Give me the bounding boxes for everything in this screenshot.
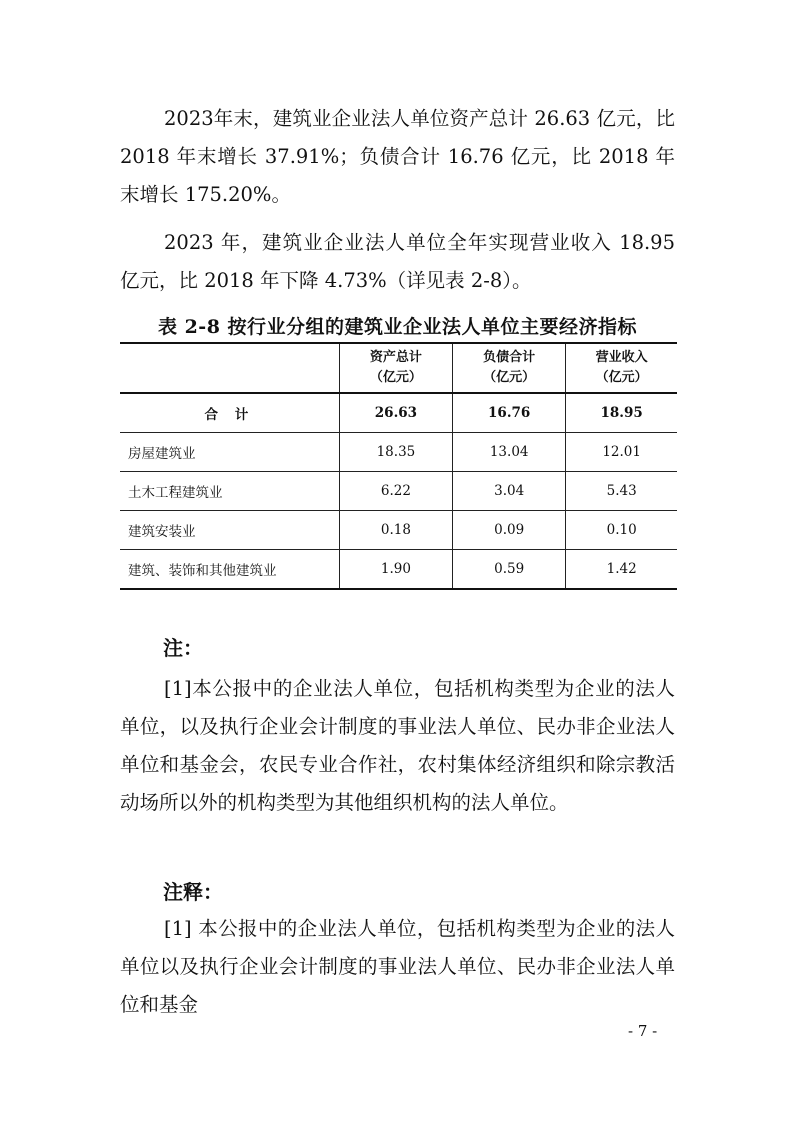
total-label: 合 计 <box>120 393 339 433</box>
total-revenue: 18.95 <box>566 393 677 433</box>
row-label: 房屋建筑业 <box>120 433 339 472</box>
row-revenue: 12.01 <box>566 433 677 472</box>
row-revenue: 0.10 <box>566 511 677 550</box>
economic-indicators-table <box>120 342 677 590</box>
header-liabilities: 负债合计 （亿元） <box>453 343 566 393</box>
header-blank-cell <box>120 343 339 393</box>
table-row <box>120 433 677 472</box>
table-title: 表 2-8 按行业分组的建筑业企业法人单位主要经济指标 <box>157 316 638 338</box>
row-assets: 1.90 <box>339 550 452 590</box>
page-number: - 7 - <box>628 1022 658 1040</box>
table-row <box>120 472 677 511</box>
row-label: 建筑安装业 <box>120 511 339 550</box>
paragraph-1-text: 2023年末，建筑业企业法人单位资产总计 26.63 亿元，比 2018 年末增长 37.91%；负债合计 16.76 亿元，比 2018 年末增长 175.20%。 <box>120 107 675 206</box>
table-total-row <box>120 393 677 433</box>
row-liabilities: 0.59 <box>453 550 566 590</box>
row-revenue: 1.42 <box>566 550 677 590</box>
row-liabilities: 3.04 <box>453 472 566 511</box>
header-assets: 资产总计 （亿元） <box>339 343 452 393</box>
paragraph-assets-liabilities <box>120 100 675 214</box>
row-label: 建筑、装饰和其他建筑业 <box>120 550 339 590</box>
row-assets: 6.22 <box>339 472 452 511</box>
explanation-paragraph <box>120 910 675 1024</box>
paragraph-2-text: 2023 年，建筑业企业法人单位全年实现营业收入 18.95 亿元，比 2018 年下降 4.73%（详见表 2-8）。 <box>120 231 675 292</box>
total-liabilities: 16.76 <box>453 393 566 433</box>
explanation-heading: 注释： <box>163 880 223 904</box>
header-revenue: 营业收入 （亿元） <box>566 343 677 393</box>
table-header-row <box>120 343 677 393</box>
row-liabilities: 13.04 <box>453 433 566 472</box>
paragraph-revenue <box>120 224 675 300</box>
explanation-text: [1] 本公报中的企业法人单位，包括机构类型为企业的法人单位以及执行企业会计制度的事业法人单位、民办非企业法人单位和基金 <box>120 917 675 1016</box>
row-label: 土木工程建筑业 <box>120 472 339 511</box>
row-liabilities: 0.09 <box>453 511 566 550</box>
note-heading: 注： <box>163 636 203 660</box>
row-assets: 0.18 <box>339 511 452 550</box>
row-assets: 18.35 <box>339 433 452 472</box>
table-row <box>120 550 677 590</box>
note-text: [1]本公报中的企业法人单位，包括机构类型为企业的法人单位，以及执行企业会计制度的事业法人单位、民办非企业法人单位和基金会，农民专业合作社，农村集体经济组织和除宗教活动场所以外的机构类型为其他组织机构的法人单位。 <box>120 677 675 814</box>
note-paragraph <box>120 670 675 822</box>
total-assets: 26.63 <box>339 393 452 433</box>
table-row <box>120 511 677 550</box>
row-revenue: 5.43 <box>566 472 677 511</box>
